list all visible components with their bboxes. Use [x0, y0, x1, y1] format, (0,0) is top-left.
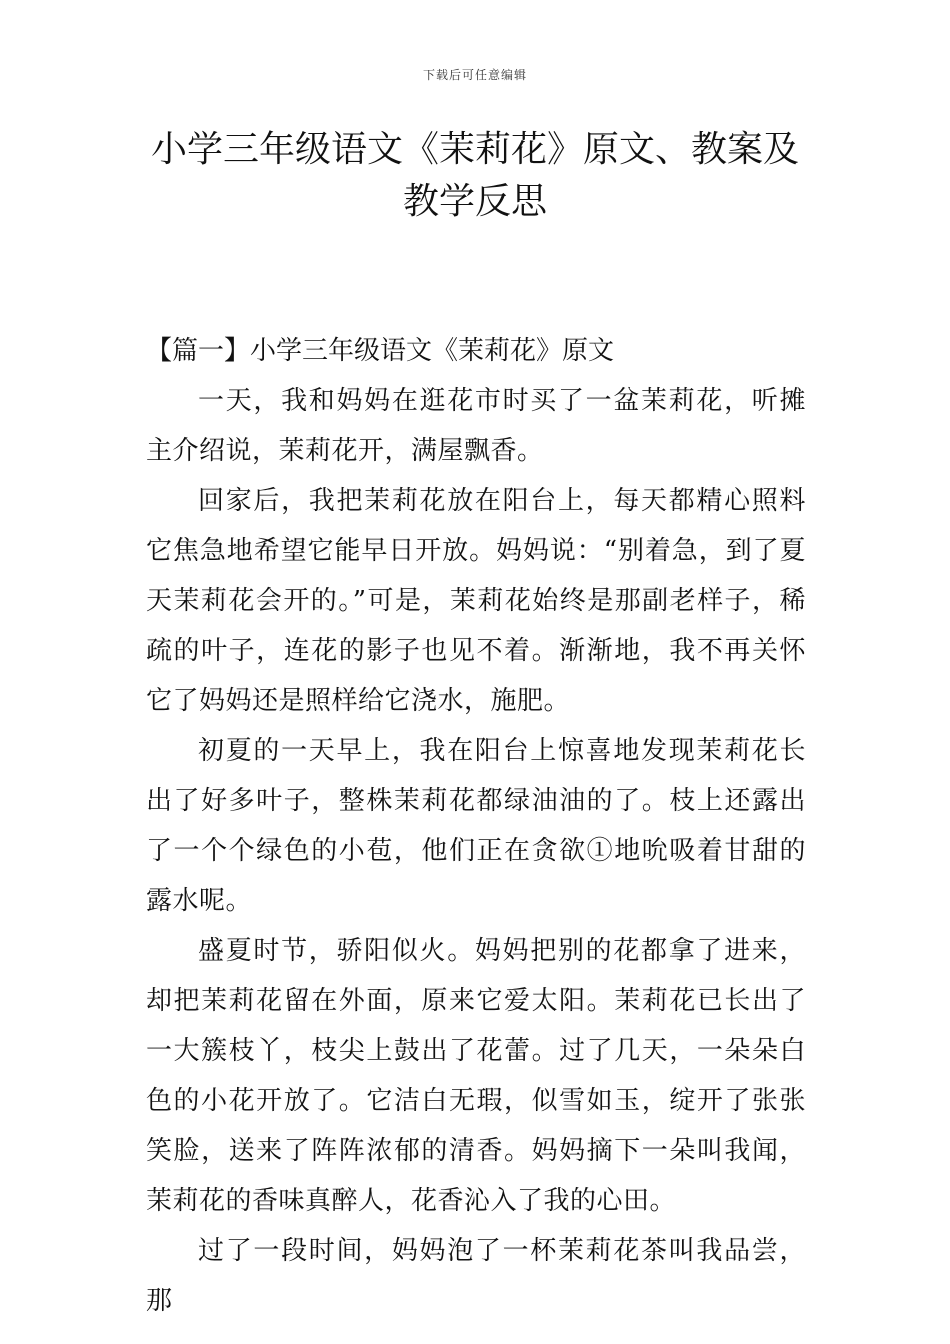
document-title — [100, 124, 850, 228]
section-heading: 【篇一】小学三年级语文《茉莉花》原文 — [146, 336, 615, 366]
paragraph: 回家后，我把茉莉花放在阳台上，每天都精心照料它焦急地希望它能早日开放。妈妈说：“别着急，到了夏天茉莉花会开的。”可是，茉莉花始终是那副老样子，稀疏的叶子，连花的影子也见不着。渐渐地，我不再关怀它了妈妈还是照样给它浇水，施肥。 — [146, 486, 806, 716]
paragraph: 盛夏时节，骄阳似火。妈妈把别的花都拿了进来，却把茉莉花留在外面，原来它爱太阳。茉莉花已长出了一大簇枝丫，枝尖上鼓出了花蕾。过了几天，一朵朵白色的小花开放了。它洁白无瑕，似雪如玉，绽开了张张笑脸，送来了阵阵浓郁的清香。妈妈摘下一朵叫我闻，茉莉花的香味真醉人，花香沁入了我的心田。 — [146, 936, 806, 1216]
paragraph: 过了一段时间，妈妈泡了一杯茉莉花茶叫我品尝，那 — [146, 1236, 806, 1316]
title-line-2: 教学反思 — [402, 181, 547, 222]
paragraph: 初夏的一天早上，我在阳台上惊喜地发现茉莉花长出了好多叶子，整株茉莉花都绿油油的了。枝上还露出了一个个绿色的小苞，他们正在贪欲①地吮吸着甘甜的露水呢。 — [146, 736, 806, 916]
title-line-1: 小学三年级语文《茉莉花》原文、教案及 — [150, 129, 799, 170]
document-body — [146, 326, 806, 1326]
paragraph: 一天，我和妈妈在逛花市时买了一盆茉莉花，听摊主介绍说，茉莉花开，满屋飘香。 — [146, 386, 806, 466]
header-note: 下载后可任意编辑 — [422, 68, 527, 82]
